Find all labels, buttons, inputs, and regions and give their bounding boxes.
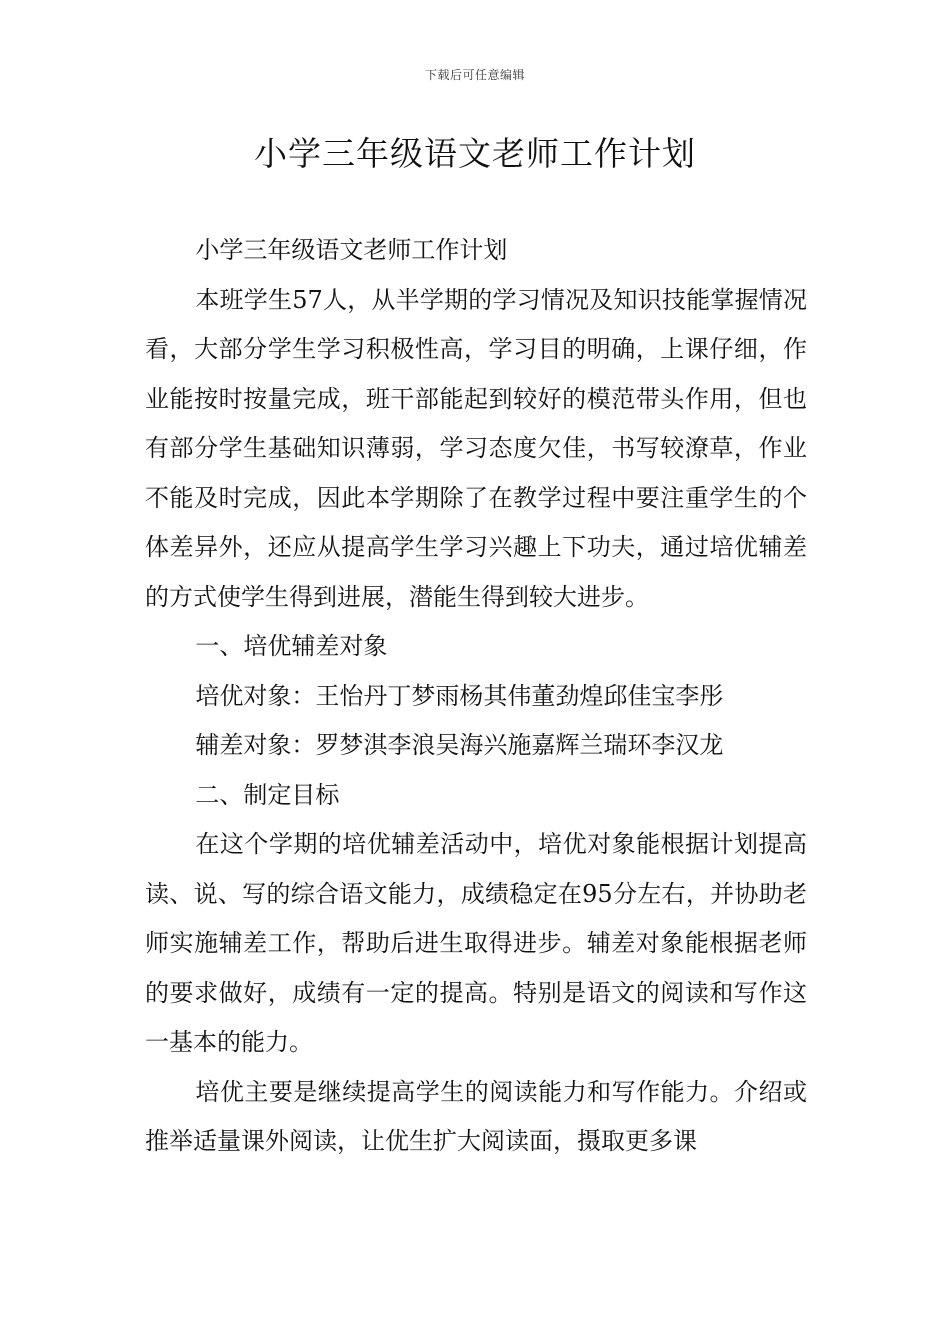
section-heading-goals: 二、制定目标 [195, 780, 340, 809]
header-note: 下载后可任意编辑 [424, 68, 525, 82]
section-heading-targets: 一、培优辅差对象 [195, 632, 388, 660]
document-title: 小学三年级语文老师工作计划 [254, 134, 696, 173]
paragraph-subtitle: 小学三年级语文老师工作计划 [195, 236, 508, 264]
paragraph-support-students: 辅差对象：罗梦淇李浪吴海兴施嘉辉兰瑞环李汉龙 [195, 731, 724, 759]
paragraph-top-students: 培优对象：王怡丹丁梦雨杨其伟董劲煌邱佳宝李彤 [195, 681, 724, 710]
paragraph-goals: 在这个学期的培优辅差活动中，培优对象能根据计划提高读、说、写的综合语文能力，成绩稳定在95分左右，并协助老师实施辅差工作，帮助后进生取得进步。辅差对象能根据老师的要求做好，成绩有一定的提高。特别是语文的阅读和写作这一基本的能力。 [145, 830, 807, 1056]
paragraph-class-overview: 本班学生57人，从半学期的学习情况及知识技能掌握情况看，大部分学生学习积极性高，学习目的明确，上课仔细，作业能按时按量完成，班干部能起到较好的模范带头作用，但也有部分学生基础知识薄弱，学习态度欠佳，书写较潦草，作业不能及时完成，因此本学期除了在教学过程中要注重学生的个体差异外，还应从提高学生学习兴趣上下功夫，通过培优辅差的方式使学生得到进展，潜能生得到较大进步。 [145, 285, 807, 611]
document-body [145, 226, 807, 1167]
paragraph-enrichment: 培优主要是继续提高学生的阅读能力和写作能力。介绍或推举适量课外阅读，让优生扩大阅读面，摄取更多课 [145, 1077, 807, 1155]
